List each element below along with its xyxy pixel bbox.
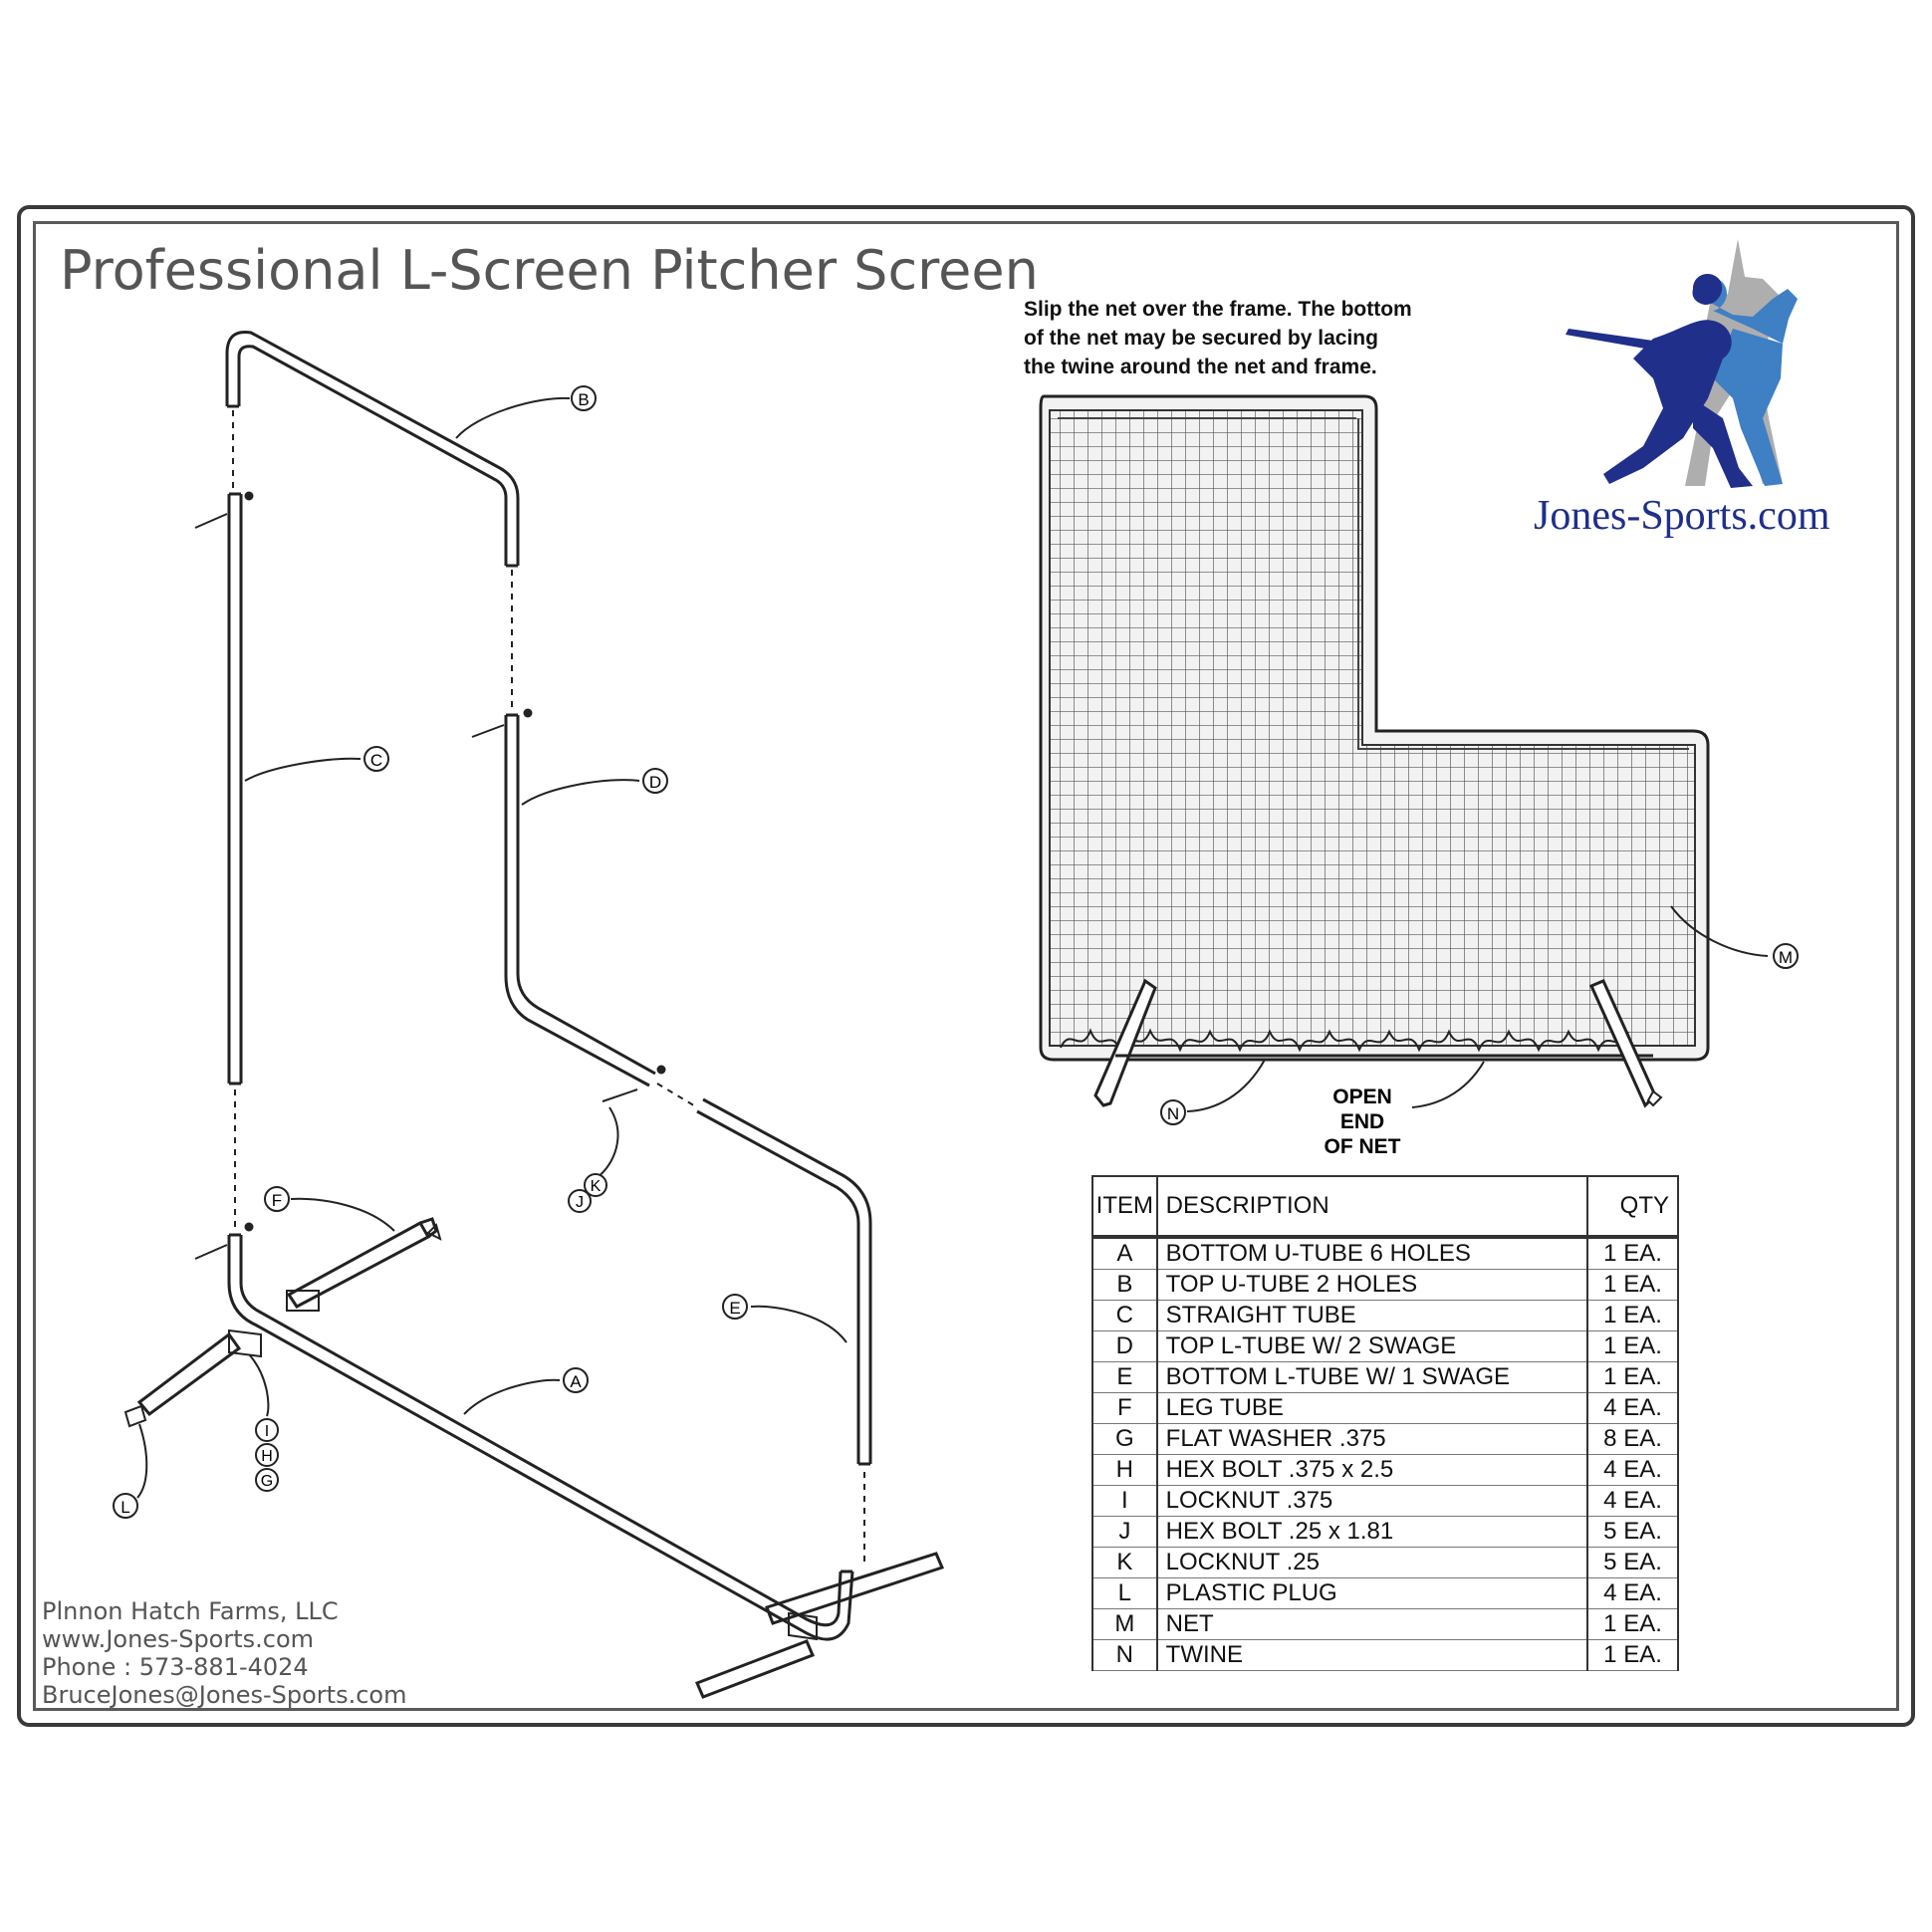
- qty-cell: 1 EA.: [1587, 1609, 1678, 1640]
- parts-table: [1091, 1175, 1679, 1671]
- header-item: ITEM: [1092, 1176, 1157, 1237]
- callout-h-label: H: [261, 1448, 273, 1465]
- company-phone: Phone : 573-881-4024: [42, 1653, 309, 1681]
- item-cell: L: [1092, 1578, 1157, 1609]
- qty-cell: 1 EA.: [1587, 1331, 1678, 1362]
- header-qty: QTY: [1587, 1176, 1678, 1237]
- open-end-line: OF NET: [1324, 1135, 1401, 1158]
- instructions-line: Slip the net over the frame. The bottom: [1024, 298, 1412, 321]
- batter-logo-icon: [1566, 239, 1798, 488]
- description-cell: PLASTIC PLUG: [1157, 1578, 1587, 1609]
- brand-name: Jones-Sports.com: [1534, 493, 1830, 539]
- table-row: [1092, 1609, 1678, 1640]
- callout-a: [464, 1368, 588, 1414]
- description-cell: BOTTOM U-TUBE 6 HOLES: [1157, 1237, 1587, 1270]
- instructions-line: of the net may be secured by lacing: [1024, 327, 1378, 350]
- item-cell: G: [1092, 1424, 1157, 1455]
- callout-k-label: K: [590, 1178, 602, 1195]
- qty-cell: 1 EA.: [1587, 1640, 1678, 1671]
- description-cell: BOTTOM L-TUBE W/ 1 SWAGE: [1157, 1362, 1587, 1393]
- open-end-line: OPEN: [1332, 1086, 1392, 1108]
- table-row: [1092, 1393, 1678, 1424]
- description-cell: LOCKNUT .25: [1157, 1548, 1587, 1578]
- qty-cell: 1 EA.: [1587, 1362, 1678, 1393]
- item-cell: C: [1092, 1301, 1157, 1331]
- item-cell: D: [1092, 1331, 1157, 1362]
- open-end-label: [1325, 1062, 1485, 1158]
- qty-cell: 8 EA.: [1587, 1424, 1678, 1455]
- callout-e: [723, 1295, 846, 1342]
- item-cell: B: [1092, 1270, 1157, 1301]
- item-cell: M: [1092, 1609, 1157, 1640]
- table-row: [1092, 1237, 1678, 1270]
- callout-c-label: C: [369, 751, 383, 770]
- callout-j-label: J: [576, 1194, 584, 1211]
- callout-f: [265, 1187, 394, 1231]
- callout-f-label: F: [271, 1191, 283, 1210]
- table-row: [1092, 1362, 1678, 1393]
- table-row: [1092, 1270, 1678, 1301]
- callout-d-label: D: [648, 773, 662, 792]
- callout-c: [245, 747, 388, 781]
- item-cell: K: [1092, 1548, 1157, 1578]
- table-row: [1092, 1455, 1678, 1486]
- description-cell: TWINE: [1157, 1640, 1587, 1671]
- callout-ihg: [249, 1354, 278, 1491]
- header-description: DESCRIPTION: [1157, 1176, 1587, 1237]
- qty-cell: 4 EA.: [1587, 1578, 1678, 1609]
- description-cell: HEX BOLT .375 x 2.5: [1157, 1455, 1587, 1486]
- qty-cell: 4 EA.: [1587, 1486, 1678, 1517]
- qty-cell: 1 EA.: [1587, 1270, 1678, 1301]
- callout-a-label: A: [570, 1372, 582, 1391]
- callout-n-label: N: [1166, 1104, 1180, 1123]
- parts-table-header: [1092, 1176, 1678, 1237]
- description-cell: LEG TUBE: [1157, 1393, 1587, 1424]
- description-cell: NET: [1157, 1609, 1587, 1640]
- table-row: [1092, 1301, 1678, 1331]
- item-cell: A: [1092, 1237, 1157, 1270]
- callout-b-label: B: [578, 390, 590, 409]
- description-cell: FLAT WASHER .375: [1157, 1424, 1587, 1455]
- table-row: [1092, 1486, 1678, 1517]
- table-row: [1092, 1517, 1678, 1548]
- open-end-line: END: [1339, 1110, 1385, 1133]
- callout-e-label: E: [729, 1299, 741, 1318]
- instructions-line: the twine around the net and frame.: [1024, 356, 1377, 378]
- net-diagram: [1041, 396, 1708, 1105]
- item-cell: N: [1092, 1640, 1157, 1671]
- description-cell: TOP U-TUBE 2 HOLES: [1157, 1270, 1587, 1301]
- table-row: [1092, 1640, 1678, 1671]
- company-email: BruceJones@Jones-Sports.com: [42, 1681, 407, 1709]
- table-row: [1092, 1548, 1678, 1578]
- callout-d: [522, 769, 667, 805]
- callout-m-label: M: [1778, 948, 1794, 967]
- description-cell: HEX BOLT .25 x 1.81: [1157, 1517, 1587, 1548]
- qty-cell: 1 EA.: [1587, 1301, 1678, 1331]
- callout-l: [114, 1424, 146, 1518]
- company-website: www.Jones-Sports.com: [42, 1625, 315, 1653]
- callout-i-label: I: [264, 1423, 270, 1440]
- page-title: Professional L-Screen Pitcher Screen: [60, 239, 1039, 302]
- table-row: [1092, 1424, 1678, 1455]
- callout-l-label: L: [121, 1498, 130, 1517]
- item-cell: J: [1092, 1517, 1157, 1548]
- table-row: [1092, 1578, 1678, 1609]
- description-cell: LOCKNUT .375: [1157, 1486, 1587, 1517]
- callout-b: [456, 386, 596, 438]
- item-cell: I: [1092, 1486, 1157, 1517]
- qty-cell: 5 EA.: [1587, 1517, 1678, 1548]
- description-cell: STRAIGHT TUBE: [1157, 1301, 1587, 1331]
- frame-diagram: [125, 332, 942, 1697]
- callout-n: [1161, 1060, 1265, 1124]
- item-cell: F: [1092, 1393, 1157, 1424]
- qty-cell: 4 EA.: [1587, 1393, 1678, 1424]
- callout-jk: [569, 1107, 617, 1212]
- qty-cell: 5 EA.: [1587, 1548, 1678, 1578]
- item-cell: E: [1092, 1362, 1157, 1393]
- company-name: Plnnon Hatch Farms, LLC: [42, 1597, 339, 1625]
- callout-g-label: G: [260, 1473, 274, 1490]
- table-row: [1092, 1331, 1678, 1362]
- qty-cell: 1 EA.: [1587, 1237, 1678, 1270]
- item-cell: H: [1092, 1455, 1157, 1486]
- description-cell: TOP L-TUBE W/ 2 SWAGE: [1157, 1331, 1587, 1362]
- qty-cell: 4 EA.: [1587, 1455, 1678, 1486]
